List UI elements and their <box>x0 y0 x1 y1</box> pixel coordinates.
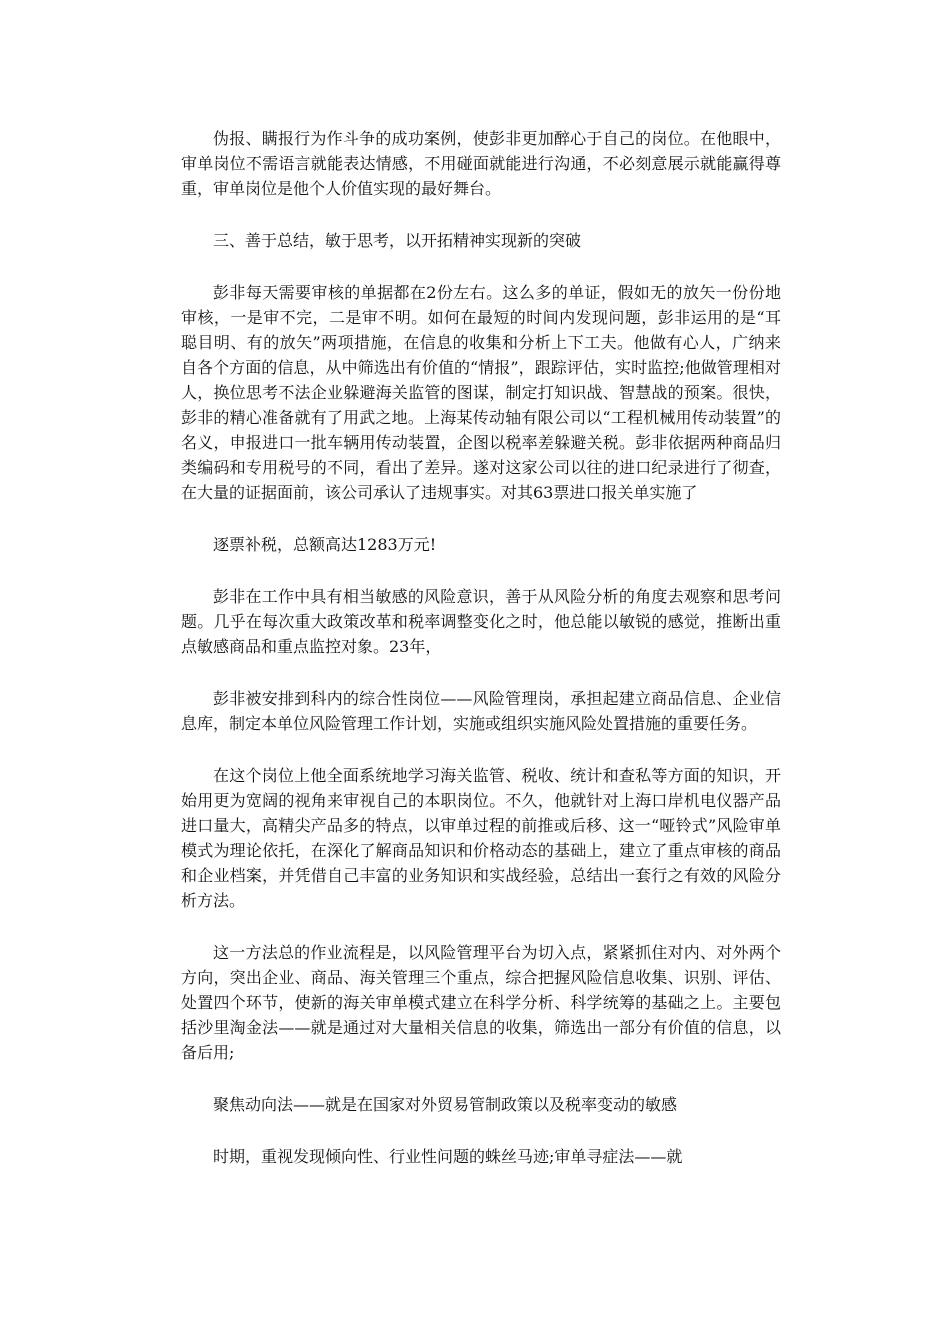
paragraph: 逐票补税，总额高达1283万元! <box>213 535 437 554</box>
paragraph: 聚焦动向法——就是在国家对外贸易管制政策以及税率变动的敏感 <box>213 1095 678 1114</box>
paragraph: 在这个岗位上他全面系统地学习海关监管、税收、统计和查私等方面的知识，开始用更为宽阔的视角来审视自己的本职岗位。不久，他就针对上海口岸机电仪器产品进口量大，高精尖产品多的特点，以审单过程的前推或后移、这一“哑铃式”风险审单模式为理论依托，在深化了解商品知识和价格动态的基础上，建立了重点审核的商品和企业档案，并凭借自己丰富的业务知识和实战经验，总结出一套行之有效的风险分析方法。 <box>181 766 781 910</box>
paragraph: 彭非在工作中具有相当敏感的风险意识，善于从风险分析的角度去观察和思考问题。几乎在每次重大政策改革和税率调整变化之时，他总能以敏锐的感觉，推断出重点敏感商品和重点监控对象。23年， <box>181 587 781 656</box>
paragraph: 伪报、瞒报行为作斗争的成功案例，使彭非更加醉心于自己的岗位。在他眼中，审单岗位不需语言就能表达情感，不用碰面就能进行沟通，不必刻意展示就能赢得尊重，审单岗位是他个人价值实现的最好舞台。 <box>181 129 781 198</box>
paragraph: 彭非被安排到科内的综合性岗位——风险管理岗，承担起建立商品信息、企业信息库，制定本单位风险管理工作计划，实施或组织实施风险处置措施的重要任务。 <box>181 689 781 733</box>
paragraph: 时期，重视发现倾向性、行业性问题的蛛丝马迹;审单寻症法——就 <box>213 1147 683 1166</box>
section-heading: 三、善于总结，敏于思考，以开拓精神实现新的突破 <box>213 231 582 250</box>
document-body <box>181 126 781 1196</box>
paragraph: 这一方法总的作业流程是，以风险管理平台为切入点，紧紧抓住对内、对外两个方向，突出企业、商品、海关管理三个重点，综合把握风险信息收集、识别、评估、处置四个环节，使新的海关审单模式建立在科学分析、科学统筹的基础之上。主要包括沙里淘金法——就是通过对大量相关信息的收集，筛选出一部分有价值的信息，以备后用; <box>181 943 781 1062</box>
paragraph: 彭非每天需要审核的单据都在2份左右。这么多的单证，假如无的放矢一份份地审核，一是审不完，二是审不明。如何在最短的时间内发现问题，彭非运用的是“耳聪目明、有的放矢”两项措施，在信息的收集和分析上下工夫。他做有心人，广纳来自各个方面的信息，从中筛选出有价值的“情报”，跟踪评估，实时监控;他做管理相对人，换位思考不法企业躲避海关监管的图谋，制定打知识战、智慧战的预案。很快，彭非的精心准备就有了用武之地。上海某传动轴有限公司以“工程机械用传动装置”的名义，申报进口一批车辆用传动装置，企图以税率差躲避关税。彭非依据两种商品归类编码和专用税号的不同，看出了差异。遂对这家公司以往的进口纪录进行了彻查，在大量的证据面前，该公司承认了违规事实。对其63票进口报关单实施了 <box>181 283 781 502</box>
